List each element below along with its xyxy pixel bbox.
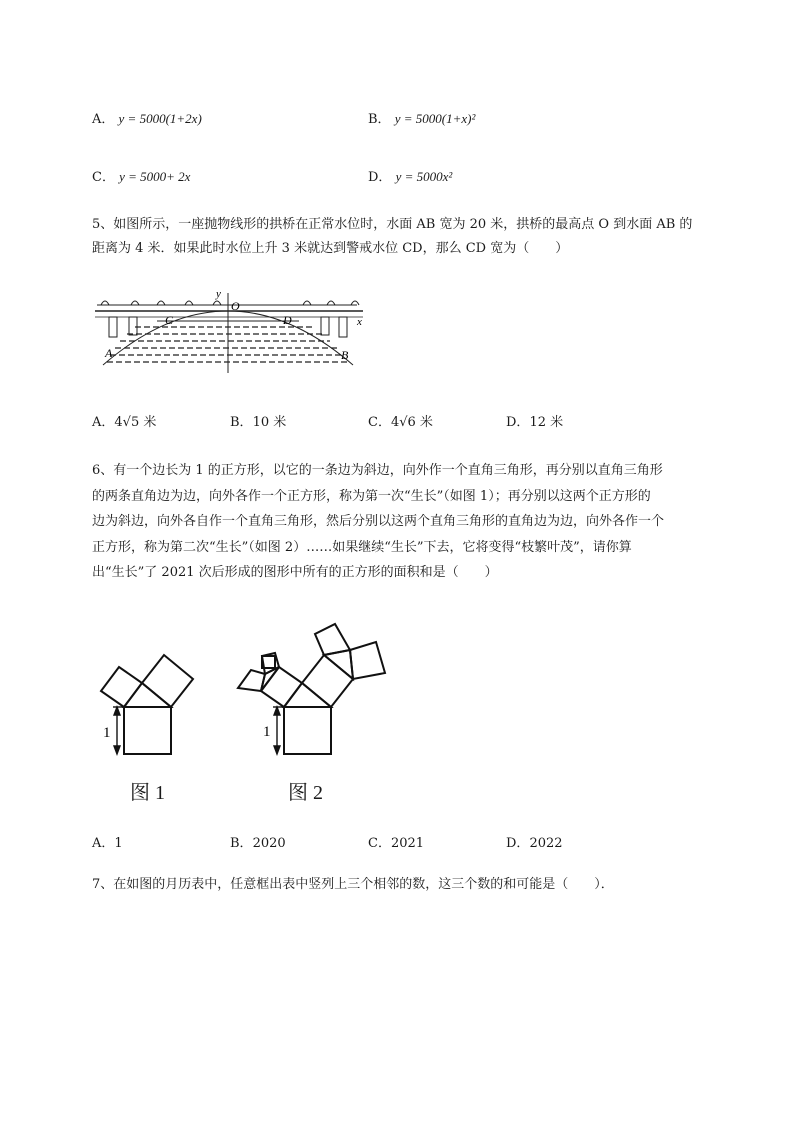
q5-stem-line-1: 5、如图所示，一座抛物线形的拱桥在正常水位时，水面 AB 宽为 20 米，拱桥的最高点 O 到水面 AB 的	[92, 217, 693, 232]
fig1-side-label: 1	[103, 725, 111, 741]
q6-option-c-letter: C．	[368, 836, 391, 851]
fig2-caption: 图 2	[288, 782, 323, 804]
q5-option-d	[506, 411, 563, 430]
q6-option-a-text: 1	[114, 836, 123, 851]
q6-option-d-letter: D．	[506, 836, 530, 851]
q5-option-a-text: 4√5 米	[114, 415, 157, 430]
q6-stem	[92, 458, 752, 586]
growth-figure-2	[235, 618, 395, 760]
q6-stem-line-4: 正方形，称为第二次“生长”（如图 2）……如果继续“生长”下去，它将变得“枝繁叶茂”，请你算	[92, 539, 632, 555]
q6-stem-line-5: 出“生长”了 2021 次后形成的图形中所有的正方形的面积和是（ ）	[92, 565, 498, 580]
q5-option-b	[230, 411, 286, 430]
q5-option-a	[92, 411, 156, 430]
q5-option-c-letter: C．	[368, 415, 391, 430]
q6-option-a	[92, 832, 123, 851]
label-y: y	[216, 288, 221, 300]
growth-figure-1	[95, 645, 205, 760]
q6-option-b	[230, 832, 286, 851]
q5-stem-line-2: 距离为 4 米．如果此时水位上升 3 米就达到警戒水位 CD，那么 CD 宽为（ ）	[92, 241, 569, 256]
q5-option-c-text: 4√6 米	[390, 415, 433, 430]
q6-stem-line-2: 的两条直角边为边，向外各作一个正方形，称为第一次“生长”（如图 1）；再分别以这两个正方形的	[92, 488, 651, 504]
q6-stem-line-3: 边为斜边，向外各自作一个直角三角形，然后分别以这两个直角三角形的直角边为边，向外各作一个	[92, 514, 665, 529]
q4-option-d-expr: y = 5000x²	[395, 169, 453, 184]
label-x: x	[357, 316, 362, 328]
label-c: C	[165, 313, 174, 327]
q4-option-d	[368, 166, 452, 185]
fig1-caption: 图 1	[130, 782, 165, 804]
water-dashes	[107, 327, 347, 362]
q4-option-a-letter: A．	[92, 112, 115, 127]
q7-stem: 7、在如图的月历表中，任意框出表中竖列上三个相邻的数，这三个数的和可能是（ ）．	[92, 877, 614, 892]
q6-option-d	[506, 832, 563, 851]
q4-option-c-letter: C．	[92, 170, 115, 185]
q5-option-d-text: 12 米	[529, 415, 564, 430]
q4-option-a-expr: y = 5000(1+2x)	[118, 111, 202, 126]
q5-option-b-letter: B．	[230, 415, 253, 430]
q4-option-d-letter: D．	[368, 170, 392, 185]
q6-option-b-text: 2020	[252, 836, 286, 851]
q6-option-c-text: 2021	[390, 836, 425, 851]
label-d: D	[283, 313, 292, 327]
q5-option-a-letter: A．	[92, 415, 115, 430]
q6-option-b-letter: B．	[230, 836, 253, 851]
fig2-side-label: 1	[263, 724, 271, 740]
q4-option-c-expr: y = 5000+ 2x	[119, 169, 191, 184]
label-b: B	[341, 348, 349, 362]
q5-option-b-text: 10 米	[252, 415, 287, 430]
q4-option-b-letter: B．	[368, 112, 391, 127]
q4-option-c	[92, 166, 190, 185]
label-o: O	[231, 299, 240, 313]
q6-option-d-text: 2022	[529, 836, 563, 851]
bridge-figure	[95, 285, 375, 375]
q6-option-c	[368, 832, 424, 851]
q6-option-a-letter: A．	[92, 836, 115, 851]
q4-option-b	[368, 108, 475, 127]
q4-option-a	[92, 108, 202, 127]
q5-option-d-letter: D．	[506, 415, 530, 430]
label-a: A	[105, 346, 113, 360]
q6-stem-line-1: 6、有一个边长为 1 的正方形，以它的一条边为斜边，向外作一个直角三角形，再分别以直角三角形	[92, 463, 663, 478]
q5-stem	[92, 213, 752, 261]
q5-option-c	[368, 411, 433, 430]
q4-option-b-expr: y = 5000(1+x)²	[394, 111, 476, 126]
railing-decor	[101, 301, 359, 305]
